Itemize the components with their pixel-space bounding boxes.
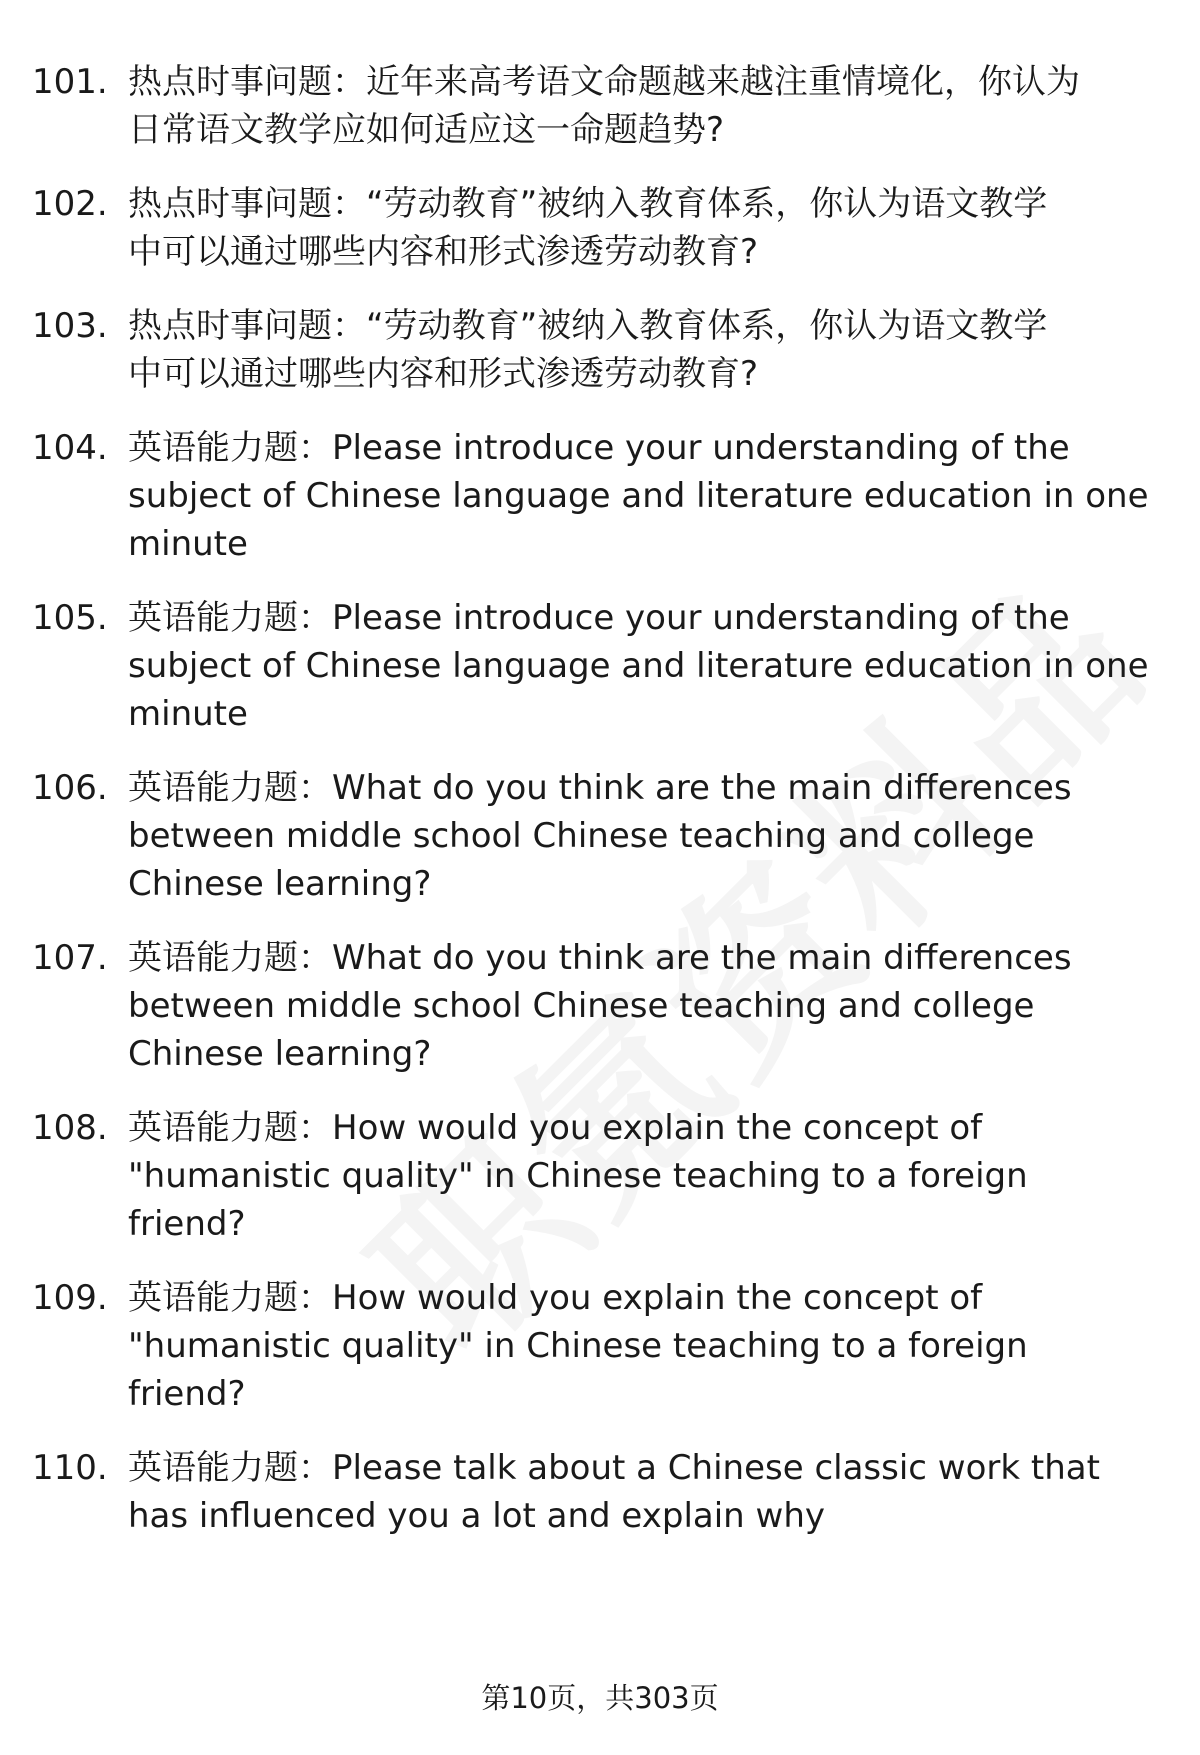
question-text: 英语能力题：Please introduce your understanding of the subject of Chinese language and literature education in one minute [128, 428, 1149, 564]
question-number: 110. [32, 1448, 108, 1488]
question-number: 101. [32, 62, 108, 102]
question-text: 英语能力题：Please talk about a Chinese classic work that has influenced you a lot and explain why [128, 1448, 1100, 1536]
question-item [32, 58, 1172, 154]
question-number: 105. [32, 598, 108, 638]
question-item [32, 594, 1172, 738]
question-text: 英语能力题：What do you think are the main differences between middle school Chinese teaching and college Chinese learning? [128, 768, 1072, 904]
question-number: 107. [32, 938, 108, 978]
question-item [32, 302, 1172, 398]
question-item [32, 764, 1172, 908]
question-text: 热点时事问题：近年来高考语文命题越来越注重情境化，你认为 日常语文教学应如何适应这一命题趋势? [128, 62, 1080, 150]
question-text: 英语能力题：What do you think are the main differences between middle school Chinese teaching and college Chinese learning? [128, 938, 1072, 1074]
question-number: 106. [32, 768, 108, 808]
question-item [32, 1104, 1172, 1248]
question-text: 英语能力题：Please introduce your understanding of the subject of Chinese language and literature education in one minute [128, 598, 1149, 734]
question-number: 108. [32, 1108, 108, 1148]
page-footer [0, 1678, 1200, 1718]
question-item [32, 180, 1172, 276]
question-number: 103. [32, 306, 108, 346]
question-item [32, 1274, 1172, 1418]
question-item [32, 424, 1172, 568]
question-text: 英语能力题：How would you explain the concept of "humanistic quality" in Chinese teaching to a foreign friend? [128, 1278, 1028, 1414]
question-number: 109. [32, 1278, 108, 1318]
question-text: 热点时事问题：“劳动教育”被纳入教育体系，你认为语文教学 中可以通过哪些内容和形式渗透劳动教育? [128, 306, 1048, 394]
question-text: 英语能力题：How would you explain the concept of "humanistic quality" in Chinese teaching to a foreign friend? [128, 1108, 1028, 1244]
page-number-label: 第10页，共303页 [481, 1681, 719, 1715]
question-item [32, 934, 1172, 1078]
question-item [32, 1444, 1172, 1540]
question-number: 104. [32, 428, 108, 468]
question-number: 102. [32, 184, 108, 224]
question-text: 热点时事问题：“劳动教育”被纳入教育体系，你认为语文教学 中可以通过哪些内容和形式渗透劳动教育? [128, 184, 1048, 272]
question-list [32, 58, 1172, 1566]
